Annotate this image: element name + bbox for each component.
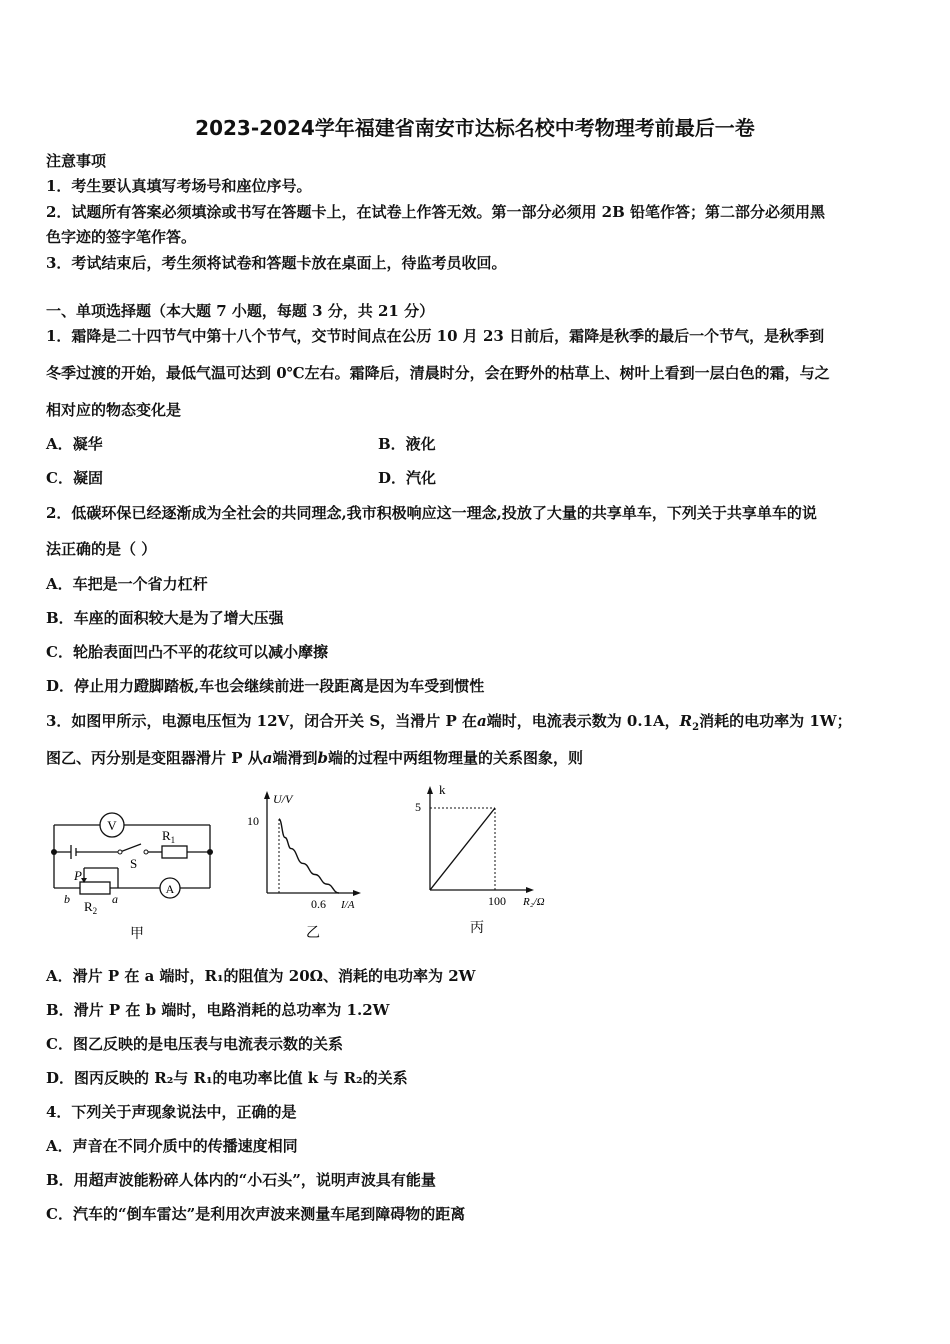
q2-stem: 法正确的是（ ） xyxy=(46,540,157,558)
q3-stem: 3．如图甲所示，电源电压恒为 12V，闭合开关 S，当滑片 P 在a端时，电流表示数为 0.1A，$R_2$消耗的电功率为 1W； xyxy=(46,712,852,733)
x-axis-label: R₂/Ω xyxy=(523,896,545,908)
x-tick-label: 0.6 xyxy=(311,897,326,911)
q4-option-c: C．汽车的“倒车雷达”是利用次声波来测量车尾到障碍物的距离 xyxy=(46,1205,466,1223)
q2-option-b: B．车座的面积较大是为了增大压强 xyxy=(46,609,284,627)
q2-option-a: A．车把是一个省力杠杆 xyxy=(46,575,208,593)
page-title: 2023-2024学年福建省南安市达标名校中考物理考前最后一卷 xyxy=(195,116,755,140)
chart-bing xyxy=(405,780,565,940)
q3-option-b: B．滑片 P 在 b 端时，电路消耗的总功率为 1.2W xyxy=(46,1001,390,1019)
r1-label: $R_1$ xyxy=(162,828,176,845)
figure-caption-jia: 甲 xyxy=(130,927,144,942)
notice-item: 1．考生要认真填写考场号和座位序号。 xyxy=(46,177,312,195)
voltmeter-label: V xyxy=(107,818,117,833)
switch-label: S xyxy=(130,856,138,871)
q1-stem: 1．霜降是二十四节气中第十八个节气，交节时间点在公历 10 月 23 日前后，霜降是秋季的最后一个节气，是秋季到 xyxy=(46,327,825,345)
q4-stem: 4．下列关于声现象说法中，正确的是 xyxy=(46,1103,297,1121)
q4-option-b: B．用超声波能粉碎人体内的“小石头”，说明声波具有能量 xyxy=(46,1171,436,1189)
x-axis-arrow xyxy=(526,887,534,893)
y-axis-label: U/V xyxy=(273,792,293,806)
y-tick-label: 10 xyxy=(247,814,259,828)
x-axis-label: I/A xyxy=(341,899,355,911)
q2-option-d: D．停止用力蹬脚踏板,车也会继续前进一段距离是因为车受到惯性 xyxy=(46,677,485,695)
ammeter-label: A xyxy=(165,882,175,896)
notice-item: 色字迹的签字笔作答。 xyxy=(46,228,197,246)
end-b-label: b xyxy=(64,892,70,906)
end-a-label: a xyxy=(112,892,118,906)
figure-caption-yi: 乙 xyxy=(306,926,320,941)
chart-yi xyxy=(245,785,375,945)
q2-stem: 2．低碳环保已经逐渐成为全社会的共同理念,我市积极响应这一理念,投放了大量的共享单车，下列关于共享单车的说 xyxy=(46,504,817,522)
q1-option-b: B．液化 xyxy=(378,435,436,453)
circuit-diagram-jia xyxy=(40,800,230,945)
q1-option-a: A．凝华 xyxy=(46,435,103,453)
y-axis-arrow xyxy=(264,791,270,799)
u-i-curve xyxy=(279,819,339,893)
q1-stem: 冬季过渡的开始，最低气温可达到 0℃左右。霜降后，清晨时分，会在野外的枯草上、树叶上看到一层白色的霜，与之 xyxy=(46,364,830,382)
r2-label: $R_2$ xyxy=(84,899,98,916)
x-tick-label: 100 xyxy=(488,894,506,908)
q2-option-c: C．轮胎表面凹凸不平的花纹可以减小摩擦 xyxy=(46,643,328,661)
q1-option-c: C．凝固 xyxy=(46,469,103,487)
notice-item: 3．考试结束后，考生须将试卷和答题卡放在桌面上，待监考员收回。 xyxy=(46,254,507,272)
y-axis-label: k xyxy=(439,782,446,797)
q3-option-d: D．图丙反映的 R₂与 R₁的电功率比值 k 与 R₂的关系 xyxy=(46,1069,408,1087)
q3-stem: 图乙、丙分别是变阻器滑片 P 从a端滑到b端的过程中两组物理量的关系图象，则 xyxy=(46,749,583,767)
q3-option-c: C．图乙反映的是电压表与电流表示数的关系 xyxy=(46,1035,343,1053)
section-heading: 一、单项选择题（本大题 7 小题，每题 3 分，共 21 分） xyxy=(46,302,435,320)
notice-item: 2．试题所有答案必须填涂或书写在答题卡上，在试卷上作答无效。第一部分必须用 2B 铅笔作答；第二部分必须用黑 xyxy=(46,203,826,221)
q1-option-d: D．汽化 xyxy=(378,469,437,487)
q4-option-a: A．声音在不同介质中的传播速度相同 xyxy=(46,1137,298,1155)
y-axis-arrow xyxy=(427,786,433,794)
k-r2-line xyxy=(430,808,495,890)
figure-caption-bing: 丙 xyxy=(470,921,484,936)
y-tick-label: 5 xyxy=(415,800,421,814)
notice-heading: 注意事项 xyxy=(46,152,107,170)
q3-option-a: A．滑片 P 在 a 端时，R₁的阻值为 20Ω、消耗的电功率为 2W xyxy=(46,967,476,985)
q1-stem: 相对应的物态变化是 xyxy=(46,401,182,419)
x-axis-arrow xyxy=(353,890,361,896)
slider-label: P xyxy=(74,868,82,883)
